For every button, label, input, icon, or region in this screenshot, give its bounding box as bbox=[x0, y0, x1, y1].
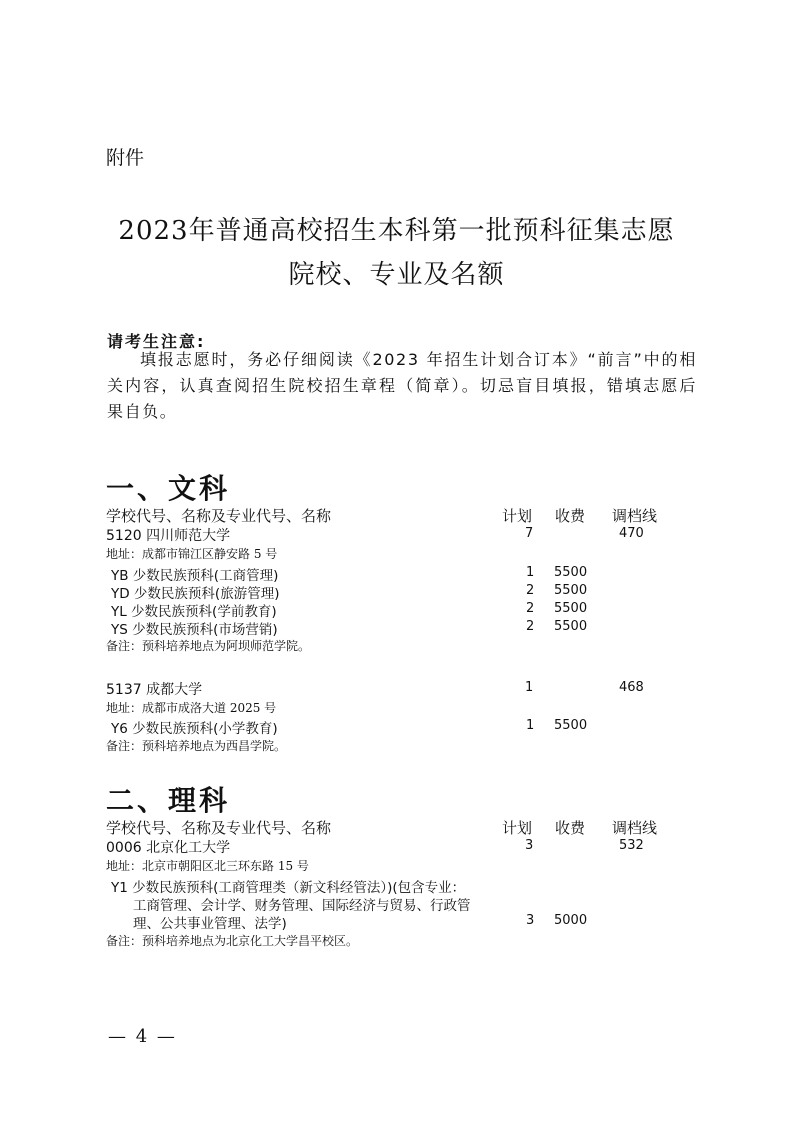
major-fee: 5000 bbox=[554, 913, 588, 928]
major-plan: 2 bbox=[526, 619, 535, 634]
page-title-line1: 2023年普通高校招生本科第一批预科征集志愿 bbox=[118, 216, 675, 246]
major-name: Y6 少数民族预科(小学教育) bbox=[111, 721, 278, 737]
major-fee: 5500 bbox=[554, 565, 588, 580]
column-header-name: 学校代号、名称及专业代号、名称 bbox=[106, 507, 332, 525]
school-score: 532 bbox=[619, 838, 644, 853]
notice-heading: 请考生注意: bbox=[107, 332, 206, 351]
school-score: 470 bbox=[619, 526, 644, 541]
major-name-line1: Y1 少数民族预科(工商管理类（新文科经管法）)(包含专业： bbox=[111, 880, 466, 896]
school-remark: 备注：预科培养地点为北京化工大学昌平校区。 bbox=[106, 934, 359, 948]
major-plan: 2 bbox=[526, 601, 535, 616]
attachment-label: 附件 bbox=[106, 147, 145, 169]
school-address: 地址：成都市成洛大道 2025 号 bbox=[106, 701, 277, 715]
school-name: 5120 四川师范大学 bbox=[106, 528, 231, 544]
section-title-arts: 一、文科 bbox=[106, 472, 231, 505]
section-title-science: 二、理科 bbox=[106, 784, 231, 817]
major-name: YD 少数民族预科(旅游管理) bbox=[111, 586, 280, 602]
column-header-name: 学校代号、名称及专业代号、名称 bbox=[106, 819, 332, 837]
page-number: — 4 — bbox=[108, 1026, 177, 1047]
major-fee: 5500 bbox=[554, 718, 588, 733]
major-fee: 5500 bbox=[554, 583, 588, 598]
school-score: 468 bbox=[619, 680, 644, 695]
school-address: 地址：成都市锦江区静安路 5 号 bbox=[106, 547, 278, 561]
school-name: 0006 北京化工大学 bbox=[106, 840, 231, 856]
column-header-plan: 计划 bbox=[502, 507, 533, 525]
column-header-plan: 计划 bbox=[502, 819, 533, 837]
school-plan: 7 bbox=[525, 526, 534, 541]
major-plan: 1 bbox=[526, 565, 535, 580]
column-header-fee: 收费 bbox=[555, 507, 586, 525]
major-fee: 5500 bbox=[554, 619, 588, 634]
column-header-score: 调档线 bbox=[612, 507, 658, 525]
school-address: 地址：北京市朝阳区北三环东路 15 号 bbox=[106, 859, 309, 873]
major-name-line2: 工商管理、会计学、财务管理、国际经济与贸易、行政管 bbox=[133, 898, 471, 914]
school-remark: 备注：预科培养地点为阿坝师范学院。 bbox=[106, 639, 311, 653]
school-plan: 1 bbox=[525, 680, 534, 695]
page-title-line2: 院校、专业及名额 bbox=[288, 260, 505, 290]
major-plan: 2 bbox=[526, 583, 535, 598]
school-remark: 备注：预科培养地点为西昌学院。 bbox=[106, 739, 287, 753]
school-plan: 3 bbox=[525, 838, 534, 853]
major-name-line3: 理、公共事业管理、法学) bbox=[133, 916, 287, 932]
major-fee: 5500 bbox=[554, 601, 588, 616]
column-header-fee: 收费 bbox=[555, 819, 586, 837]
major-plan: 3 bbox=[526, 913, 535, 928]
notice-body: 填报志愿时，务必仔细阅读《2023 年招生计划合订本》“前言”中的相关内容，认真查阅招生院校招生章程（简章）。切忌盲目填报，错填志愿后果自负。 bbox=[107, 350, 697, 421]
school-name: 5137 成都大学 bbox=[106, 682, 203, 698]
major-name: YS 少数民族预科(市场营销) bbox=[111, 622, 278, 638]
column-header-score: 调档线 bbox=[612, 819, 658, 837]
major-name: YB 少数民族预科(工商管理) bbox=[111, 568, 279, 584]
major-name: YL 少数民族预科(学前教育) bbox=[111, 604, 277, 620]
major-plan: 1 bbox=[526, 718, 535, 733]
